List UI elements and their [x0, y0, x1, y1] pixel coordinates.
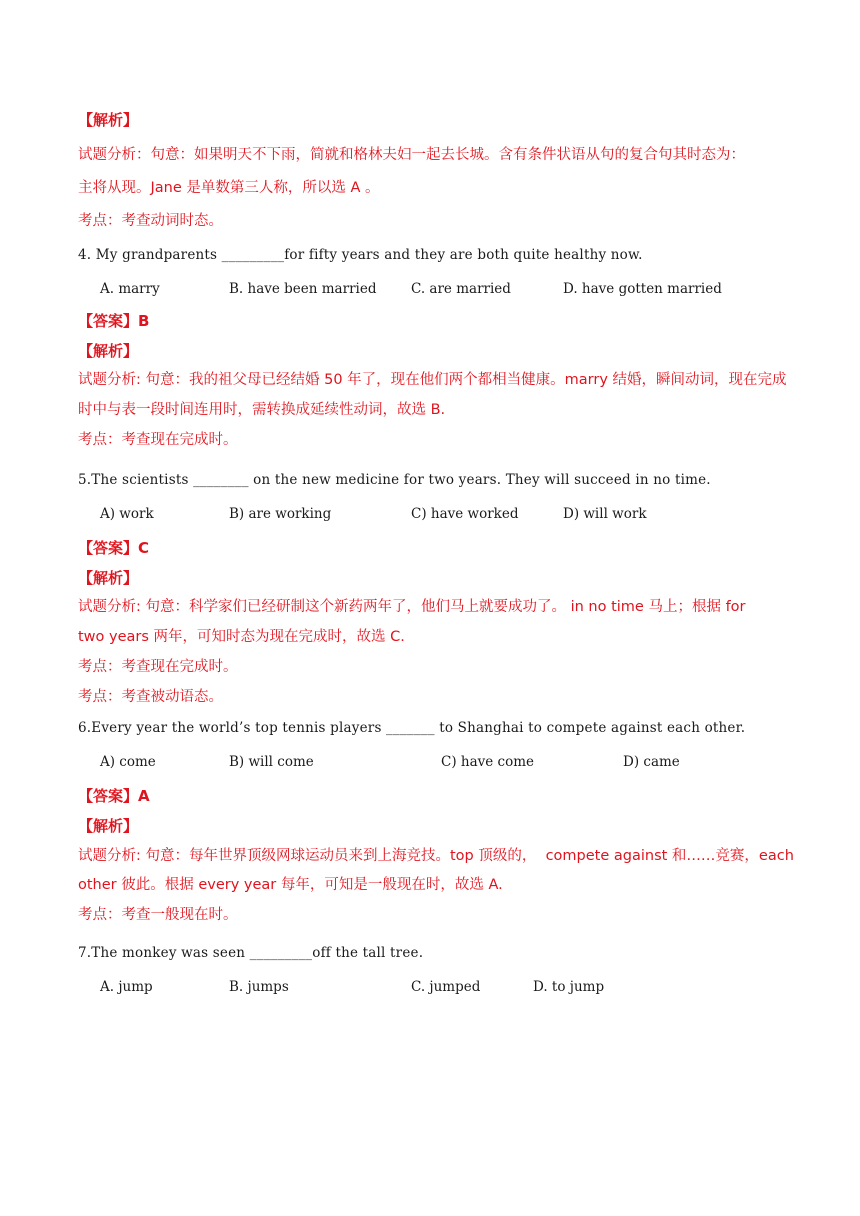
- q7-option-b: B. jumps: [229, 979, 289, 995]
- q4-analysis-line-2: 时中与表一段时间连用时，需转换成延续性动词，故选 B.: [78, 402, 446, 418]
- q4-option-c: C. are married: [411, 281, 511, 297]
- q6-option-c: C) have come: [441, 754, 535, 770]
- q5-analysis-line-1: 试题分析: 句意：科学家们已经研制这个新药两年了，他们马上就要成功了。 in no time 马上；根据 for: [78, 599, 746, 615]
- q4-option-d: D. have gotten married: [563, 281, 722, 297]
- q7-option-d: D. to jump: [533, 979, 605, 995]
- q6-stem: 6.Every year the world’s top tennis players _______ to Shanghai to compete against each other.: [78, 720, 746, 736]
- q7-option-a: A. jump: [100, 979, 153, 995]
- q4-explain-label: 【解析】: [78, 342, 139, 360]
- q3-analysis-line-1: 试题分析：句意：如果明天不下雨，简就和格林夫妇一起去长城。含有条件状语从句的复合句其时态为：: [78, 147, 745, 163]
- q4-option-a: A. marry: [100, 281, 160, 297]
- q4-option-b: B. have been married: [229, 281, 377, 297]
- q4-answer: 【答案】B: [78, 312, 150, 330]
- q5-explain-label: 【解析】: [78, 569, 139, 587]
- q6-option-d: D) came: [623, 754, 680, 770]
- q6-option-b: B) will come: [229, 754, 314, 770]
- q3-explain-label: 【解析】: [78, 111, 139, 129]
- q6-explain-label: 【解析】: [78, 817, 139, 835]
- q6-point: 考点：考查一般现在时。: [78, 907, 238, 923]
- q5-option-a: A) work: [100, 506, 154, 522]
- q5-option-c: C) have worked: [411, 506, 519, 522]
- q7-stem: 7.The monkey was seen _________off the tall tree.: [78, 945, 424, 961]
- q6-analysis-line-2: other 彼此。根据 every year 每年，可知是一般现在时，故选 A.: [78, 877, 503, 893]
- q6-analysis-line-1: 试题分析: 句意：每年世界顶级网球运动员来到上海竞技。top 顶级的， compete against 和……竞赛，each: [78, 848, 794, 864]
- q3-analysis-line-2: 主将从现。Jane 是单数第三人称，所以选 A 。: [78, 180, 380, 196]
- q5-stem: 5.The scientists ________ on the new medicine for two years. They will succeed in no time.: [78, 472, 711, 488]
- q5-point-2: 考点：考查被动语态。: [78, 689, 223, 705]
- q4-stem: 4. My grandparents _________for fifty years and they are both quite healthy now.: [78, 247, 643, 263]
- q6-option-a: A) come: [100, 754, 156, 770]
- q5-point-1: 考点：考查现在完成时。: [78, 659, 238, 675]
- q5-analysis-line-2: two years 两年，可知时态为现在完成时，故选 C.: [78, 629, 405, 645]
- q5-option-d: D) will work: [563, 506, 647, 522]
- q6-answer: 【答案】A: [78, 787, 150, 805]
- q4-analysis-line-1: 试题分析: 句意：我的祖父母已经结婚 50 年了，现在他们两个都相当健康。marry 结婚，瞬间动词，现在完成: [78, 372, 787, 388]
- q3-point: 考点：考查动词时态。: [78, 213, 223, 229]
- q4-point: 考点：考查现在完成时。: [78, 432, 238, 448]
- q5-option-b: B) are working: [229, 506, 332, 522]
- q7-option-c: C. jumped: [411, 979, 481, 995]
- q5-answer: 【答案】C: [78, 539, 150, 557]
